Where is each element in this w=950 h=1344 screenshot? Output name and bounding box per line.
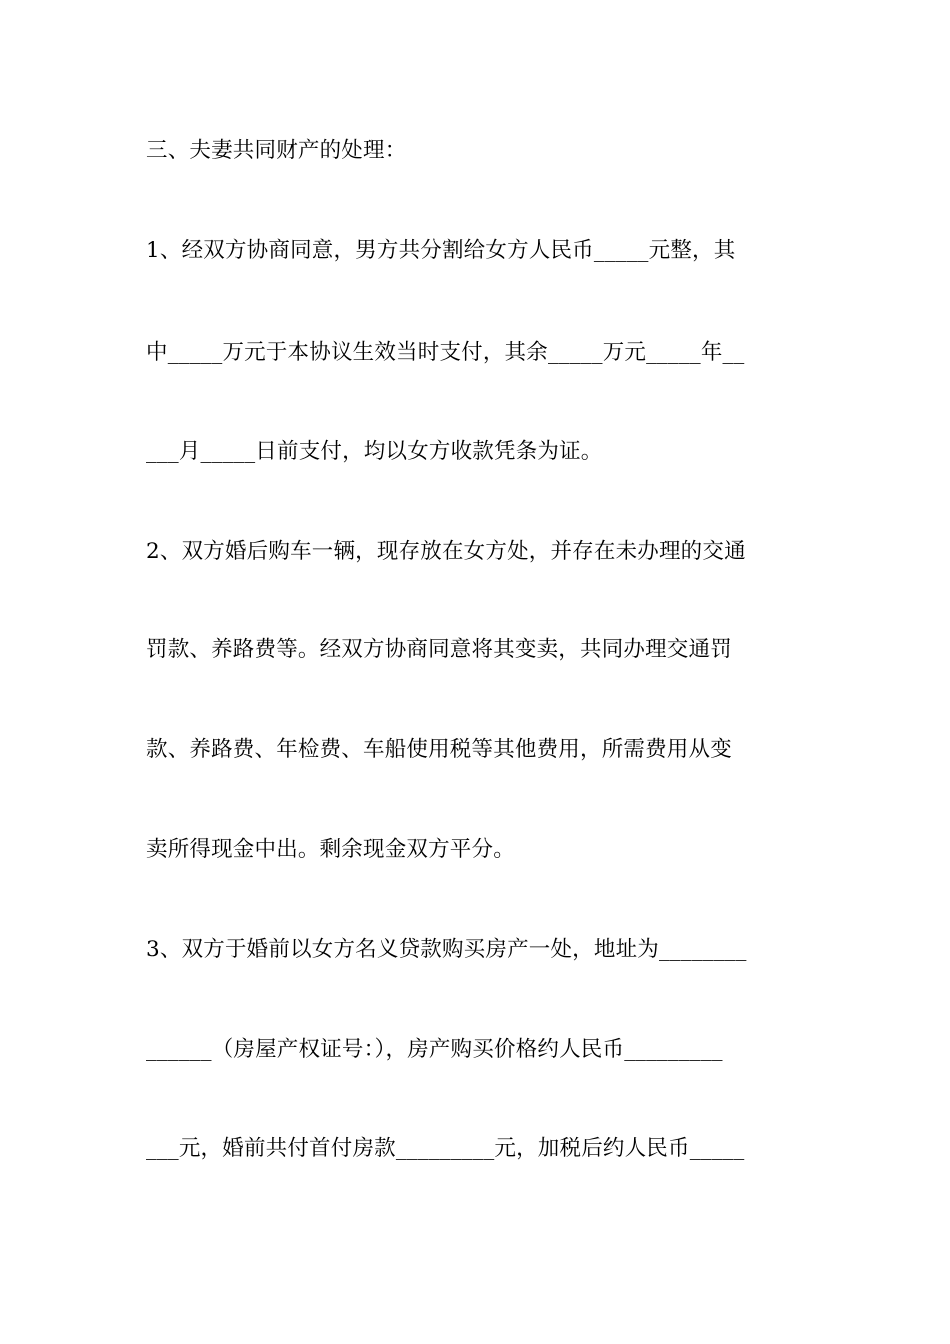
paragraph-line: 款、养路费、年检费、车船使用税等其他费用，所需费用从变 [146, 737, 732, 762]
paragraph-line: ______（房屋产权证号：），房产购买价格约人民币_________ [146, 1037, 723, 1062]
paragraph-line: 1、经双方协商同意，男方共分割给女方人民币_____元整，其 [146, 238, 736, 263]
section-heading: 三、夫妻共同财产的处理： [146, 138, 407, 163]
paragraph-line: 中_____万元于本协议生效当时支付，其余_____万元_____年__ [146, 340, 745, 365]
paragraph-line: 罚款、养路费等。经双方协商同意将其变卖，共同办理交通罚 [146, 637, 732, 662]
paragraph-line: 2、双方婚后购车一辆，现存放在女方处，并存在未办理的交通 [146, 539, 746, 564]
paragraph-line: 卖所得现金中出。剩余现金双方平分。 [146, 837, 515, 862]
paragraph-line: 3、双方于婚前以女方名义贷款购买房产一处，地址为________ [146, 937, 747, 962]
paragraph-line: ___元，婚前共付首付房款_________元，加税后约人民币_____ [146, 1136, 745, 1161]
paragraph-line: ___月_____日前支付，均以女方收款凭条为证。 [146, 439, 603, 464]
